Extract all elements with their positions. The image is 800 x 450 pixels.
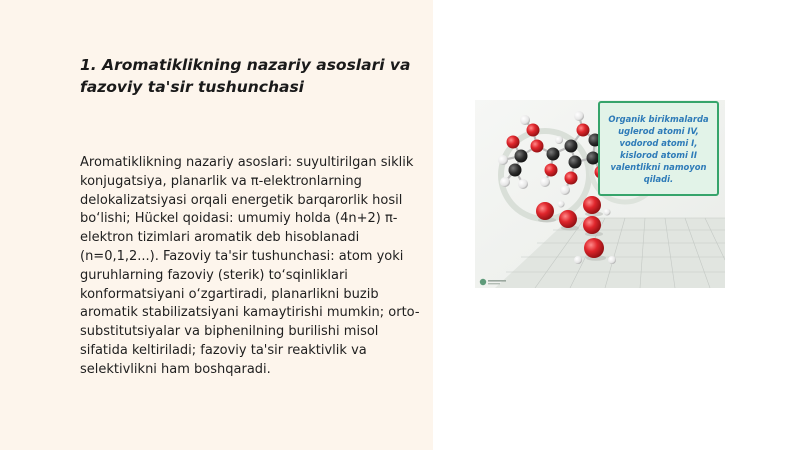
slide-title: 1. Aromatiklikning nazariy asoslari va fazoviy ta'sir tushunchasi <box>80 56 411 96</box>
slide-body-text: Aromatiklikning nazariy asoslari: suyultirilgan siklik konjugatsiya, planarlik va π-elektronlarning delokalizatsiyasi orqali energetik barqarorlik hosil bo‘lishi; Hückel qoidasi: umumiy holda (4n+2) π-elektron tizimlari aromatik deb hisoblanadi (n=0,1,2...). Fazoviy ta'sir tushunchasi: atom yoki guruhlarning fazoviy (sterik) to‘sqinliklari konformatsiyani o‘zgartiradi, planarlikni buzib aromatik stabilizatsiyani kamaytirishi mumkin; orto-substitutsiyalar va biphenilning burilishi misol sifatida keltiriladi; fazoviy ta'sir reaktivlik va selektivlikni ham boshqaradi. <box>80 155 420 377</box>
publisher-logo-icon <box>480 279 486 285</box>
valence-callout-text: Organik birikmalarda uglerod atomi IV, vodorod atomi I, kislorod atomi II valentlikni namoyon qiladi. <box>608 113 709 184</box>
valence-callout-box <box>598 101 719 196</box>
molecule-illustration <box>475 100 725 288</box>
